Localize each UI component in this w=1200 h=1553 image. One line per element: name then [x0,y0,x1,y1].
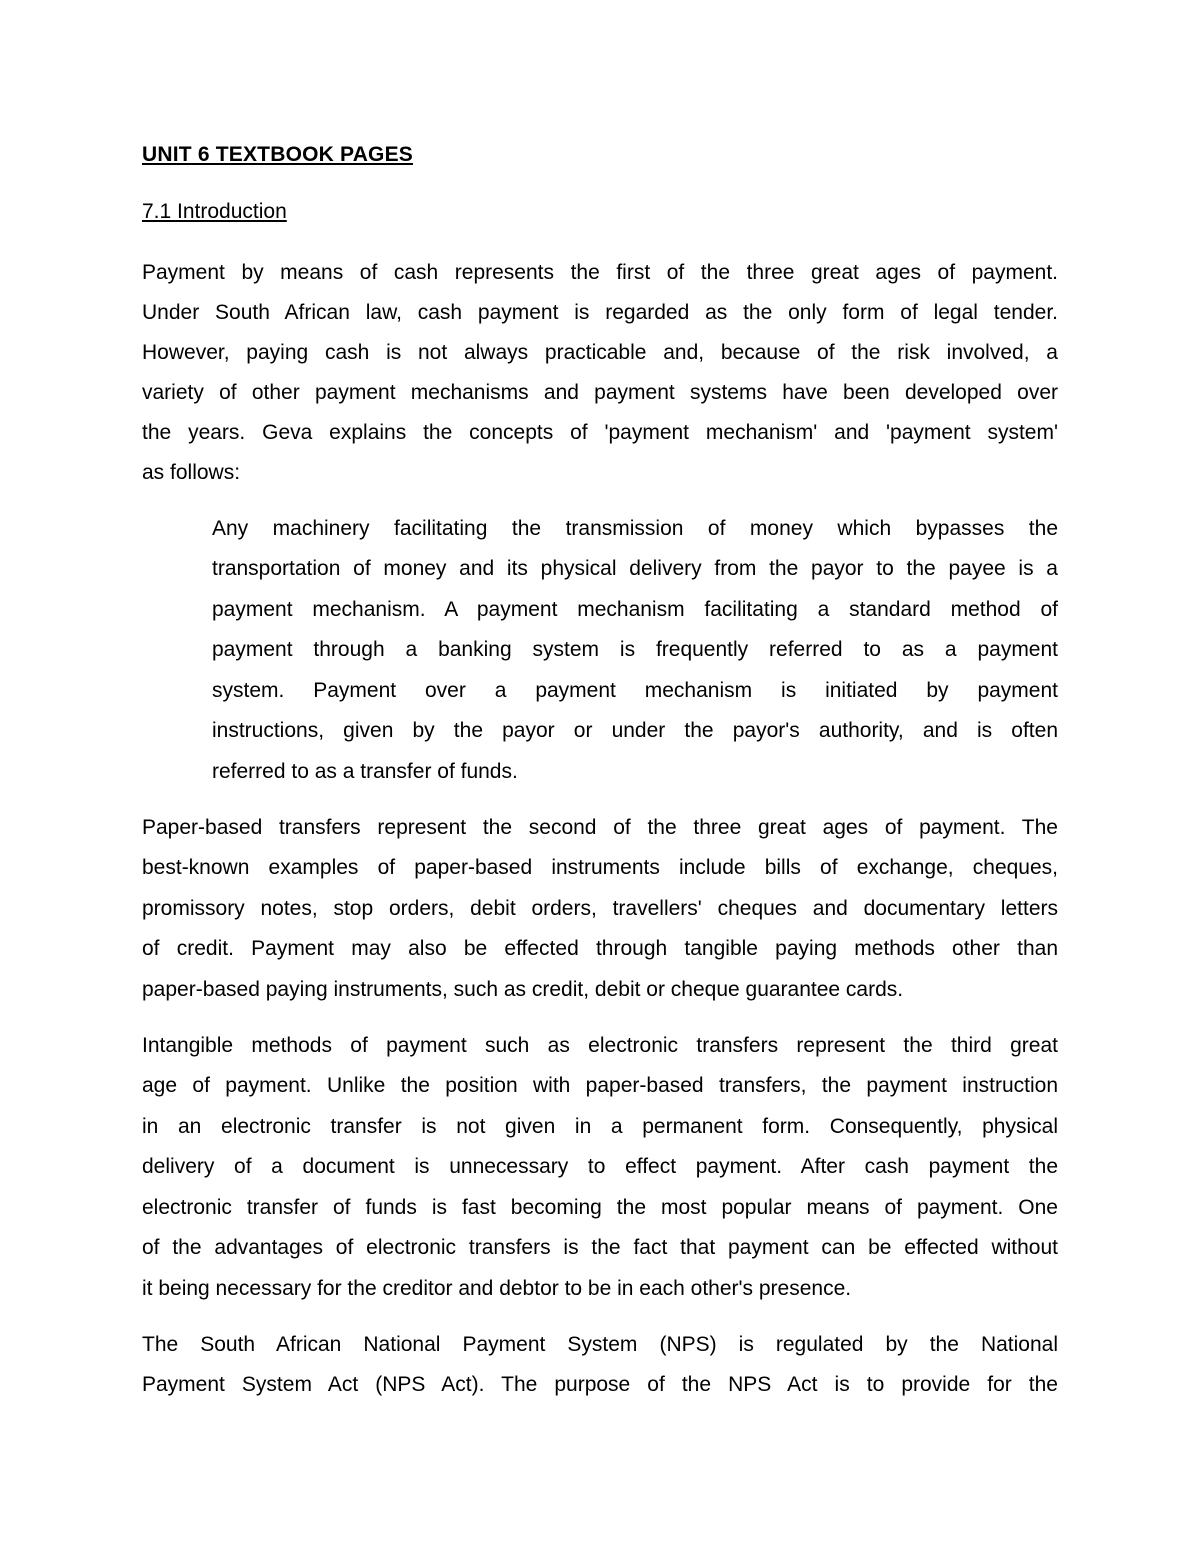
paragraph-1-line: Payment by means of cash represents the first of the three great ages of payment. [142,261,1058,284]
paragraph-2-line: paper-based paying instruments, such as credit, debit or cheque guarantee cards. [142,978,904,1001]
section-heading: 7.1 Introduction [142,200,287,223]
paragraph-3-line: of the advantages of electronic transfers is the fact that payment can be effected without [142,1236,1058,1259]
paragraph-2-line: Paper-based transfers represent the second of the three great ages of payment. The [142,816,1058,839]
quote-line: payment mechanism. A payment mechanism facilitating a standard method of [212,598,1058,621]
quote-line: referred to as a transfer of funds. [212,760,518,783]
quote-line: transportation of money and its physical delivery from the payor to the payee is a [212,557,1058,580]
paragraph-2-line: of credit. Payment may also be effected through tangible paying methods other than [142,937,1058,960]
paragraph-2-line: promissory notes, stop orders, debit orders, travellers' cheques and documentary letters [142,897,1058,920]
paragraph-1-line: the years. Geva explains the concepts of 'payment mechanism' and 'payment system' [142,421,1058,444]
paragraph-1-line: as follows: [142,461,241,484]
paragraph-1-line: variety of other payment mechanisms and payment systems have been developed over [142,381,1058,404]
paragraph-3-line: electronic transfer of funds is fast becoming the most popular means of payment. One [142,1196,1058,1219]
paragraph-1-line: Under South African law, cash payment is regarded as the only form of legal tender. [142,301,1058,324]
paragraph-3-line: age of payment. Unlike the position with paper-based transfers, the payment instruction [142,1074,1058,1097]
quote-line: instructions, given by the payor or under the payor's authority, and is often [212,719,1058,742]
paragraph-3-line: delivery of a document is unnecessary to effect payment. After cash payment the [142,1155,1058,1178]
paragraph-4-line: Payment System Act (NPS Act). The purpose of the NPS Act is to provide for the [142,1373,1058,1396]
paragraph-3-line: Intangible methods of payment such as electronic transfers represent the third great [142,1034,1058,1057]
page-title: UNIT 6 TEXTBOOK PAGES [142,143,414,166]
quote-line: Any machinery facilitating the transmission of money which bypasses the [212,517,1058,540]
quote-line: payment through a banking system is frequently referred to as a payment [212,638,1058,661]
paragraph-3-line: it being necessary for the creditor and debtor to be in each other's presence. [142,1277,852,1300]
paragraph-4-line: The South African National Payment System (NPS) is regulated by the National [142,1333,1058,1356]
paragraph-2-line: best-known examples of paper-based instruments include bills of exchange, cheques, [142,856,1058,879]
paragraph-3-line: in an electronic transfer is not given in a permanent form. Consequently, physical [142,1115,1058,1138]
quote-line: system. Payment over a payment mechanism is initiated by payment [212,679,1058,702]
paragraph-1-line: However, paying cash is not always practicable and, because of the risk involved, a [142,341,1058,364]
